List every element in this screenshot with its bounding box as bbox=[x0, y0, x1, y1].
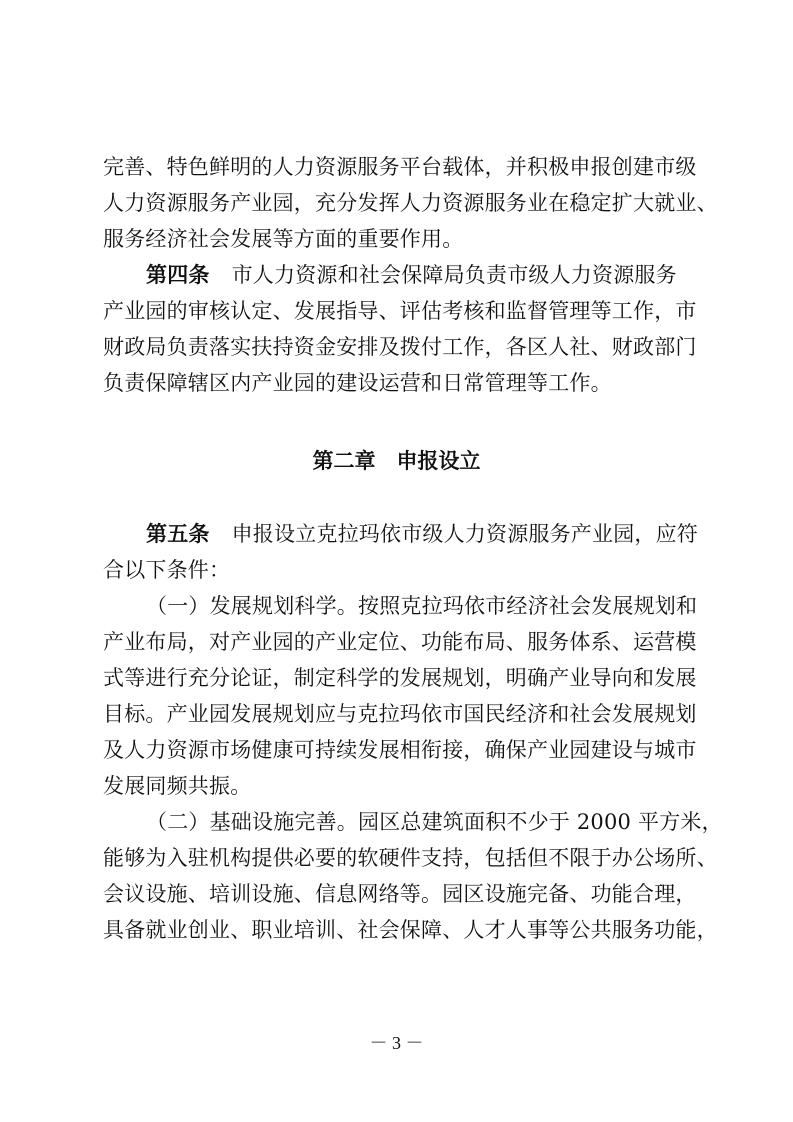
article-5-text: 申报设立克拉玛依市级人力资源服务产业园，应符 bbox=[231, 522, 699, 546]
text-line: 目标。产业园发展规划应与克拉玛依市国民经济和社会发展规划 bbox=[103, 702, 697, 726]
article-5-label: 第五条 bbox=[146, 522, 210, 546]
text-line: 及人力资源市场健康可持续发展相衔接，确保产业园建设与城市 bbox=[103, 738, 697, 762]
text-line: 能够为入驻机构提供必要的软硬件支持，包括但不限于办公场所、 bbox=[103, 846, 718, 870]
text-line: 具备就业创业、职业培训、社会保障、人才人事等公共服务功能， bbox=[103, 918, 718, 942]
page-number: － 3 － bbox=[369, 1033, 424, 1053]
text-line: 合以下条件： bbox=[103, 558, 231, 582]
text-line: 人力资源服务产业园，充分发挥人力资源服务业在稳定扩大就业、 bbox=[103, 191, 718, 215]
text-line: 完善、特色鲜明的人力资源服务平台载体，并积极申报创建市级 bbox=[103, 155, 697, 179]
text-line: 式等进行充分论证，制定科学的发展规划，明确产业导向和发展 bbox=[103, 666, 697, 690]
text-line: 财政局负责落实扶持资金安排及拨付工作，各区人社、财政部门 bbox=[103, 335, 697, 359]
article-4-text: 市人力资源和社会保障局负责市级人力资源服务 bbox=[231, 263, 677, 287]
text-line: 服务经济社会发展等方面的重要作用。 bbox=[103, 227, 464, 251]
article-4-label: 第四条 bbox=[146, 263, 210, 287]
text-line: 会议设施、培训设施、信息网络等。园区设施完备、功能合理， bbox=[103, 882, 697, 906]
text-line: （二）基础设施完善。园区总建筑面积不少于 2000 平方米， bbox=[146, 810, 723, 834]
article-4-first-line bbox=[146, 262, 677, 289]
text-line: （一）发展规划科学。按照克拉玛依市经济社会发展规划和 bbox=[146, 594, 698, 618]
article-5-first-line bbox=[146, 521, 698, 548]
text-line: 发展同频共振。 bbox=[103, 774, 252, 798]
chapter-title: 第二章 申报设立 bbox=[312, 449, 481, 473]
text-line: 产业园的审核认定、发展指导、评估考核和监督管理等工作，市 bbox=[103, 299, 697, 323]
text-line: 负责保障辖区内产业园的建设运营和日常管理等工作。 bbox=[103, 371, 612, 395]
text-line: 产业布局，对产业园的产业定位、功能布局、服务体系、运营模 bbox=[103, 630, 697, 654]
